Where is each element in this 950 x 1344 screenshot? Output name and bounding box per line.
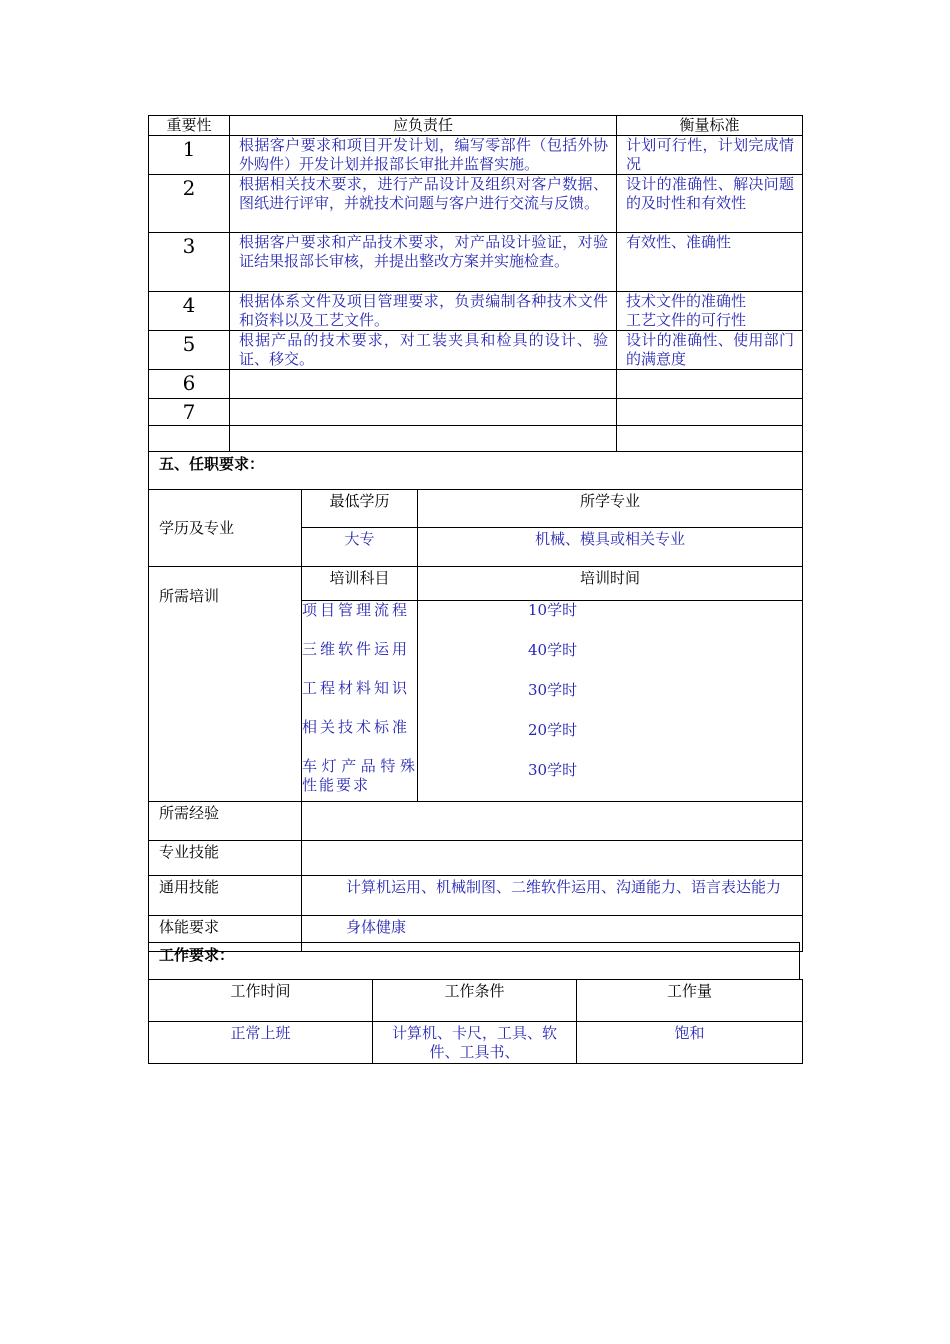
general-skill-value: 计算机运用、机械制图、二维软件运用、沟通能力、语言表达能力: [302, 876, 803, 916]
training-subject-header: 培训科目: [302, 567, 418, 601]
duty-number: 3: [149, 233, 230, 292]
duty-responsibility: 根据相关技术要求，进行产品设计及组织对客户数据、图纸进行评审，并就技术问题与客户进行交流与反馈。: [230, 175, 617, 233]
qualifications-table: [148, 451, 803, 952]
duty-responsibility: 根据客户要求和产品技术要求，对产品设计验证，对验证结果报部长审核，并提出整改方案并实施检查。: [230, 233, 617, 292]
duty-row: [149, 136, 803, 175]
duty-responsibility: [230, 370, 617, 399]
duty-responsibility: [230, 399, 617, 426]
training-subject: 三维软件运用: [302, 640, 411, 658]
duty-row: [149, 331, 803, 370]
duty-responsibility: [230, 426, 617, 452]
training-subject: 车灯产品特殊性能要求: [302, 757, 417, 794]
major-header: 所学专业: [418, 490, 803, 528]
duty-standard: [617, 426, 803, 452]
training-subject-list: [302, 601, 418, 802]
work-time-header: 工作时间: [149, 980, 373, 1022]
training-time: 30学时: [528, 761, 578, 779]
duty-number: 6: [149, 370, 230, 399]
workload-value: 饱和: [577, 1022, 803, 1064]
duty-row: [149, 399, 803, 426]
min-education-value: 大专: [302, 528, 418, 567]
general-skill-label: 通用技能: [149, 876, 302, 916]
duty-number: 4: [149, 292, 230, 331]
duty-standard: 设计的准确性、使用部门的满意度: [617, 331, 803, 370]
duty-standard: 设计的准确性、解决问题的及时性和有效性: [617, 175, 803, 233]
training-time: 10学时: [528, 601, 578, 619]
duty-standard: 有效性、准确性: [617, 233, 803, 292]
header-standard: 衡量标准: [617, 116, 803, 136]
training-time: 40学时: [528, 641, 578, 659]
experience-value: [302, 802, 803, 841]
duty-responsibility: 根据产品的技术要求，对工装夹具和检具的设计、验证、移交。: [230, 331, 617, 370]
physical-label: 体能要求: [149, 916, 302, 952]
duty-row: [149, 233, 803, 292]
duty-responsibility: 根据体系文件及项目管理要求，负责编制各种技术文件和资料以及工艺文件。: [230, 292, 617, 331]
major-value: 机械、模具或相关专业: [418, 528, 803, 567]
experience-label: 所需经验: [149, 802, 302, 841]
work-time-value: 正常上班: [149, 1022, 373, 1064]
professional-skill-value: [302, 841, 803, 876]
work-conditions-value: 计算机、卡尺，工具、软件、工具书、: [373, 1022, 577, 1064]
duty-number: [149, 426, 230, 452]
duty-responsibility: 根据客户要求和项目开发计划，编写零部件（包括外协外购件）开发计划并报部长审批并监督实施。: [230, 136, 617, 175]
duty-standard: [617, 370, 803, 399]
duty-number: 1: [149, 136, 230, 175]
duty-row: [149, 292, 803, 331]
workload-header: 工作量: [577, 980, 803, 1022]
training-label: 所需培训: [149, 567, 302, 802]
education-label: 学历及专业: [149, 490, 302, 567]
physical-value: 身体健康: [302, 916, 803, 952]
work-table: [148, 979, 803, 1064]
training-subject: 项目管理流程: [302, 601, 411, 619]
header-responsibility: 应负责任: [230, 116, 617, 136]
work-conditions-header: 工作条件: [373, 980, 577, 1022]
training-time-list: [418, 601, 803, 802]
training-time: 30学时: [528, 681, 578, 699]
min-education-header: 最低学历: [302, 490, 418, 528]
section-title-work: 工作要求：: [148, 942, 800, 979]
duty-standard: [617, 399, 803, 426]
professional-skill-label: 专业技能: [149, 841, 302, 876]
duty-number: 5: [149, 331, 230, 370]
training-subject: 工程材料知识: [302, 679, 411, 697]
duty-number: 7: [149, 399, 230, 426]
duty-row: [149, 426, 803, 452]
duty-standard: 计划可行性，计划完成情况: [617, 136, 803, 175]
training-time: 20学时: [528, 721, 578, 739]
duty-row: [149, 175, 803, 233]
duties-header-row: [149, 116, 803, 136]
duty-row: [149, 370, 803, 399]
duty-standard: 技术文件的准确性 工艺文件的可行性: [617, 292, 803, 331]
header-importance: 重要性: [149, 116, 230, 136]
training-time-header: 培训时间: [418, 567, 803, 601]
duty-number: 2: [149, 175, 230, 233]
training-subject: 相关技术标准: [302, 718, 411, 736]
section-title-qualifications: 五、任职要求：: [149, 452, 803, 490]
duties-table: [148, 115, 803, 452]
